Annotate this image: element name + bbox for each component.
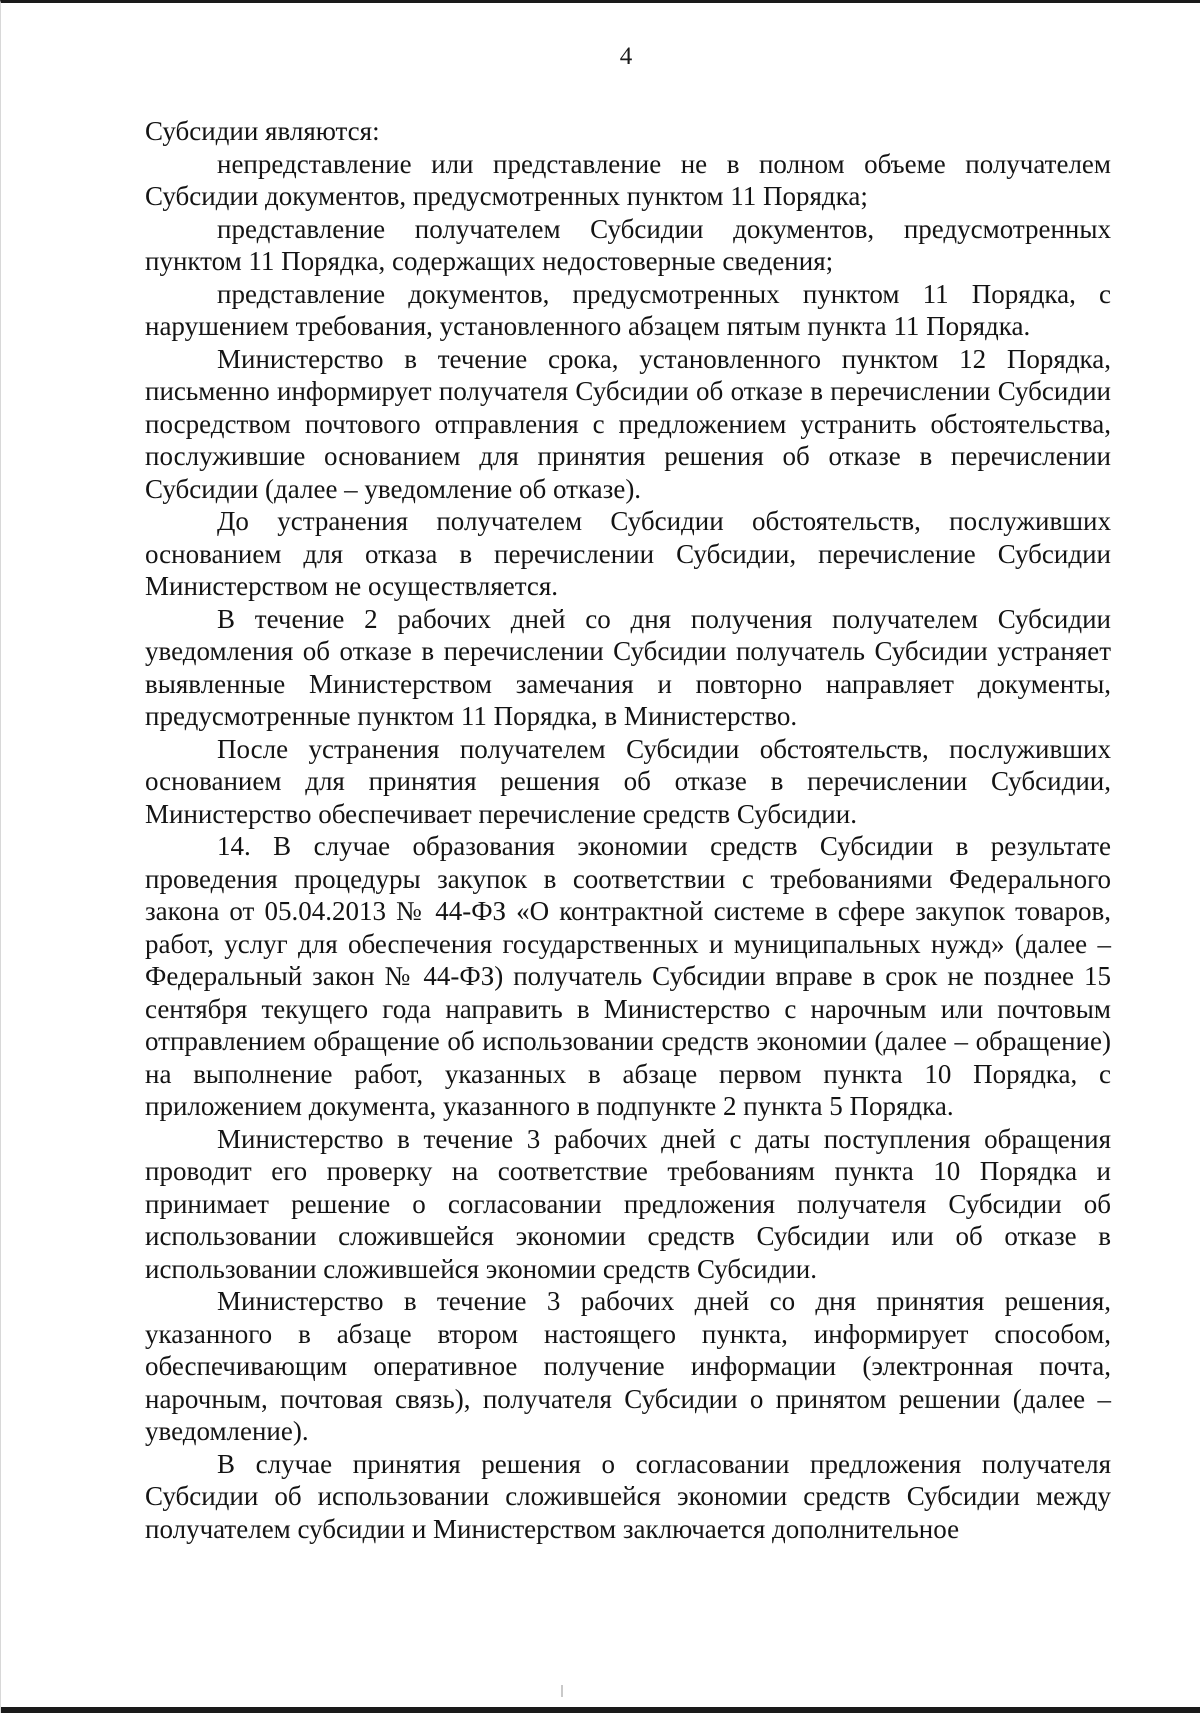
paragraph: В случае принятия решения о согласовании предложения получателя Субсидии об использовании сложившейся экономии средств Субсидии между получателем субсидии и Министерством заключается дополнительное	[145, 1448, 1111, 1544]
paragraph: 14. В случае образования экономии средств Субсидии в результате проведения процедуры закупок в соответствии с требованиями Федерального закона от 05.04.2013 № 44-ФЗ «О контрактной системе в сфере закупок товаров, работ, услуг для обеспечения государственных и муниципальных нужд» (далее – Федеральный закон № 44-ФЗ) получатель Субсидии вправе в срок не позднее 15 сентября текущего года направить в Министерство с нарочным или почтовым отправлением обращение об использовании средств экономии (далее – обращение) на выполнение работ, указанных в абзаце первом пункта 10 Порядка, с приложением документа, указанного в подпункте 2 пункта 5 Порядка.	[145, 831, 1111, 1121]
paragraph: Министерство в течение 3 рабочих дней с даты поступления обращения проводит его проверку на соответствие требованиям пункта 10 Порядка и принимает решение о согласовании предложения получателя Субсидии об использовании сложившейся экономии средств Субсидии или об отказе в использовании сложившейся экономии средств Субсидии.	[145, 1123, 1111, 1284]
paragraph: В течение 2 рабочих дней со дня получения получателем Субсидии уведомления об отказе в перечислении Субсидии получатель Субсидии устраняет выявленные Министерством замечания и повторно направляет документы, предусмотренные пунктом 11 Порядка, в Министерство.	[145, 603, 1111, 731]
document-body	[145, 115, 1111, 1545]
paragraph: представление получателем Субсидии документов, предусмотренных пунктом 11 Порядка, содержащих недостоверные сведения;	[145, 213, 1111, 276]
paragraph: Субсидии являются:	[145, 116, 380, 146]
paragraph: непредставление или представление не в полном объеме получателем Субсидии документов, предусмотренных пунктом 11 Порядка;	[145, 148, 1111, 211]
scan-edge-line	[1, 1707, 1200, 1713]
paragraph: До устранения получателем Субсидии обстоятельств, послуживших основанием для отказа в перечислении Субсидии, перечисление Субсидии Министерством не осуществляется.	[145, 506, 1111, 601]
paragraph: Министерство в течение срока, установленного пунктом 12 Порядка, письменно информирует получателя Субсидии об отказе в перечислении Субсидии посредством почтового отправления с предложением устранить обстоятельства, послужившие основанием для принятия решения об отказе в перечислении Субсидии (далее – уведомление об отказе).	[145, 343, 1111, 504]
page-number: 4	[619, 43, 633, 70]
paragraph: представление документов, предусмотренных пунктом 11 Порядка, с нарушением требования, установленного абзацем пятым пункта 11 Порядка.	[145, 278, 1111, 341]
scan-speck	[561, 1685, 563, 1697]
paragraph: Министерство в течение 3 рабочих дней со дня принятия решения, указанного в абзаце втором настоящего пункта, информирует способом, обеспечивающим оперативное получение информации (электронная почта, нарочным, почтовая связь), получателя Субсидии о принятом решении (далее – уведомление).	[145, 1286, 1111, 1446]
paragraph: После устранения получателем Субсидии обстоятельств, послуживших основанием для принятия решения об отказе в перечислении Субсидии, Министерство обеспечивает перечисление средств Субсидии.	[145, 733, 1111, 829]
